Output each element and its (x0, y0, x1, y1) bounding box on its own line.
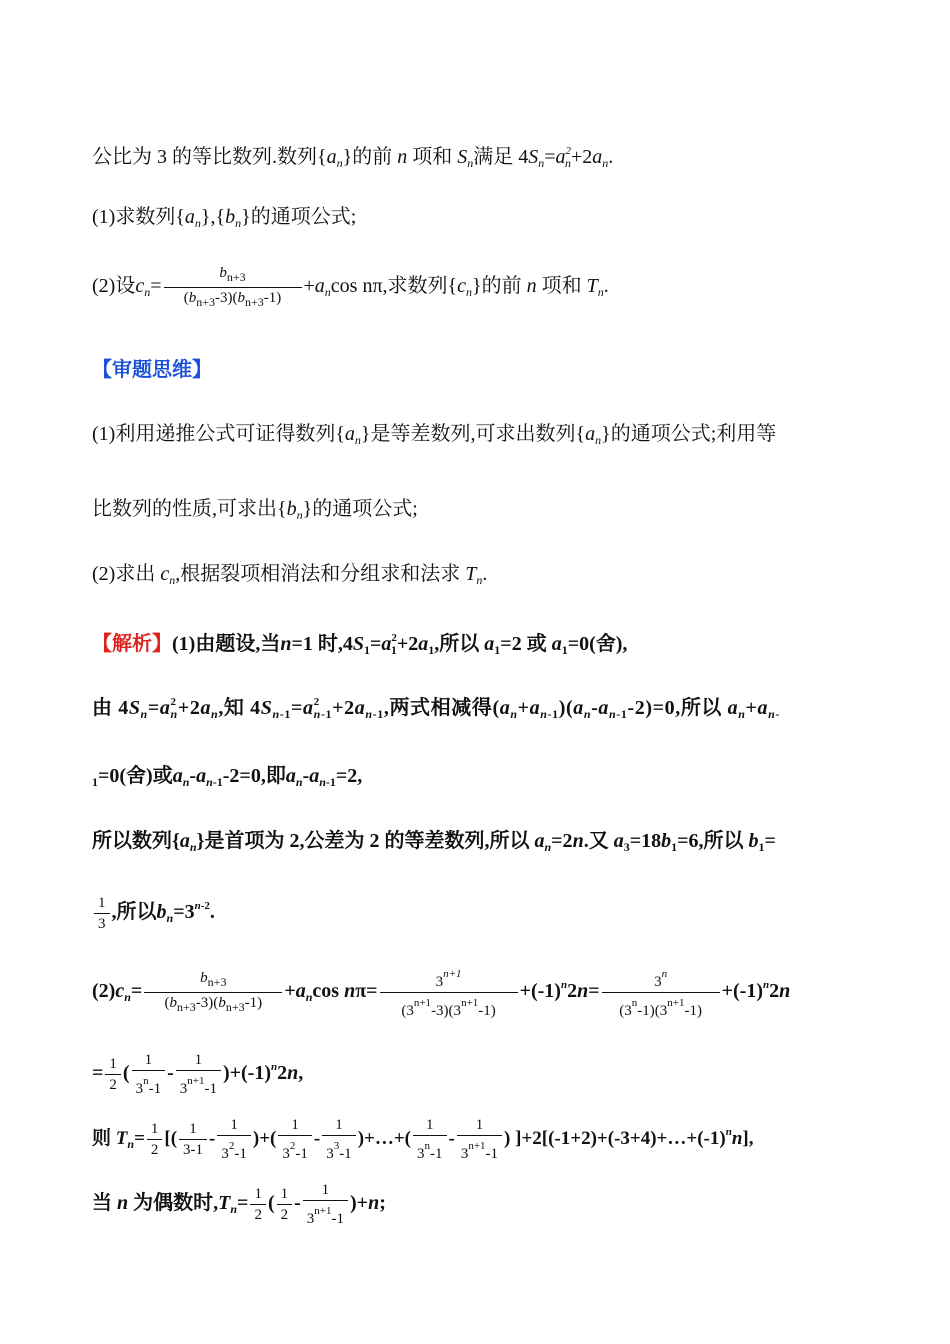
solution-line7: = $\frac{1}{2}$ ( $\frac{1}{3^n-1}$ - $\frac{1}{3^{n+1}-1}$ )$+(-1)^n2n$, (92, 1052, 304, 1097)
solution-line5: $\frac{1}{3}$ ,所以$b_n=3^{n-2}$. (92, 892, 215, 934)
solution-line8: 则 $T_n=$ $\frac{1}{2}$ [( $\frac{1}{3-1}$ - $\frac{1}{3^2-1}$ )+( $\frac{1}{3^2-1}$ - $\frac{1}{3^3-1}$ )+…+( $\frac{1}{3^n-1}$ - $\frac{1}{3^{n+1}-1}$ ) ]$+2[(-1+2)+(-3+4)+\dots+(-1)^nn]$, (92, 1117, 754, 1162)
power-fraction-1: $\frac{3^{n+1}}{(3^{n+1}-3)(3^{n+1}-1)}$ (380, 964, 518, 1021)
thinking-line2: 比数列的性质,可求出$\{b_n\}$的通项公式; (92, 498, 418, 522)
solution-line2: 由 $4S_n=a^2_n+2a_n$,知 $4S_{n-1}=a^2_{n-1}+2a_{n-1}$,两式相减得$(a_n+a_{n-1})(a_n-a_{n-1}-2)=0$,所以 $a_n+a_{n-}$ (92, 696, 781, 721)
problem-part2: (2)设$c_n=$ $\frac{b_{n+3}}{(b_{n+3}-3)(b_{n+3}-1)}$ $+a_n\cos$ nπ,求数列$\{c_n\}$的前 n 项和 $T_n$. (92, 263, 609, 312)
problem-intro: 公比为 3 的等比数列.数列$\{a_n\}$的前 n 项和 $S_n$满足 $4S_n=a^2_n+2a_n$. (92, 145, 614, 170)
cn-fraction-2: $\frac{b_{n+3}}{(b_{n+3}-3)(b_{n+3}-1)}$ (144, 968, 282, 1017)
solution-line1: 【解析】(1)由题设,当n=1 时$,4S_1=a^2_1+2a_1$,所以 $a_1=2$ 或 $a_1=0$(舍), (92, 632, 628, 657)
thinking-line3: (2)求出 $c_n$,根据裂项相消法和分组求和法求 $T_n$. (92, 563, 488, 587)
problem-part1: (1)求数列$\{a_n\},\{b_n\}$的通项公式; (92, 206, 357, 230)
solution-line9: 当 n 为偶数时$,T_n=$ $\frac{1}{2}$ ( $\frac{1}{2}$ - $\frac{1}{3^{n+1}-1}$ )+n; (92, 1182, 386, 1227)
solution-line3: $_1$=0(舍)或$a_n-a_{n-1}-2=0$,即$a_n-a_{n-1}=2$, (92, 765, 363, 789)
thinking-line1: (1)利用递推公式可证得数列$\{a_n\}$是等差数列,可求出数列$\{a_n\}$的通项公式;利用等 (92, 423, 777, 447)
power-fraction-2: $\frac{3^n}{(3^n-1)(3^{n+1}-1)}$ (602, 964, 720, 1021)
solution-line4: 所以数列$\{a_n\}$是首项为 2,公差为 2 的等差数列,所以 $a_n=2n$.又 $a_3=18b_1=6$,所以 $b_1=$ (92, 830, 776, 854)
cn-fraction: $\frac{b_{n+3}}{(b_{n+3}-3)(b_{n+3}-1)}$ (164, 263, 302, 312)
solution-line6: $(2)c_n=$ $\frac{b_{n+3}}{(b_{n+3}-3)(b_{n+3}-1)}$ $+a_n\cos$ nπ= $\frac{3^{n+1}}{(3^{n+1}-3)(3^{n+1}-1)}$ $+(-1)^n2n=$ $\frac{3^n}{(3^n-1)(3^{n+1}-1)}$ $+(-1)^n2n$ (92, 964, 790, 1021)
one-third-fraction: $\frac{1}{3}$ (94, 893, 110, 934)
thinking-heading: 【审题思维】 (92, 357, 212, 381)
solution-heading: 【解析】 (92, 633, 172, 655)
